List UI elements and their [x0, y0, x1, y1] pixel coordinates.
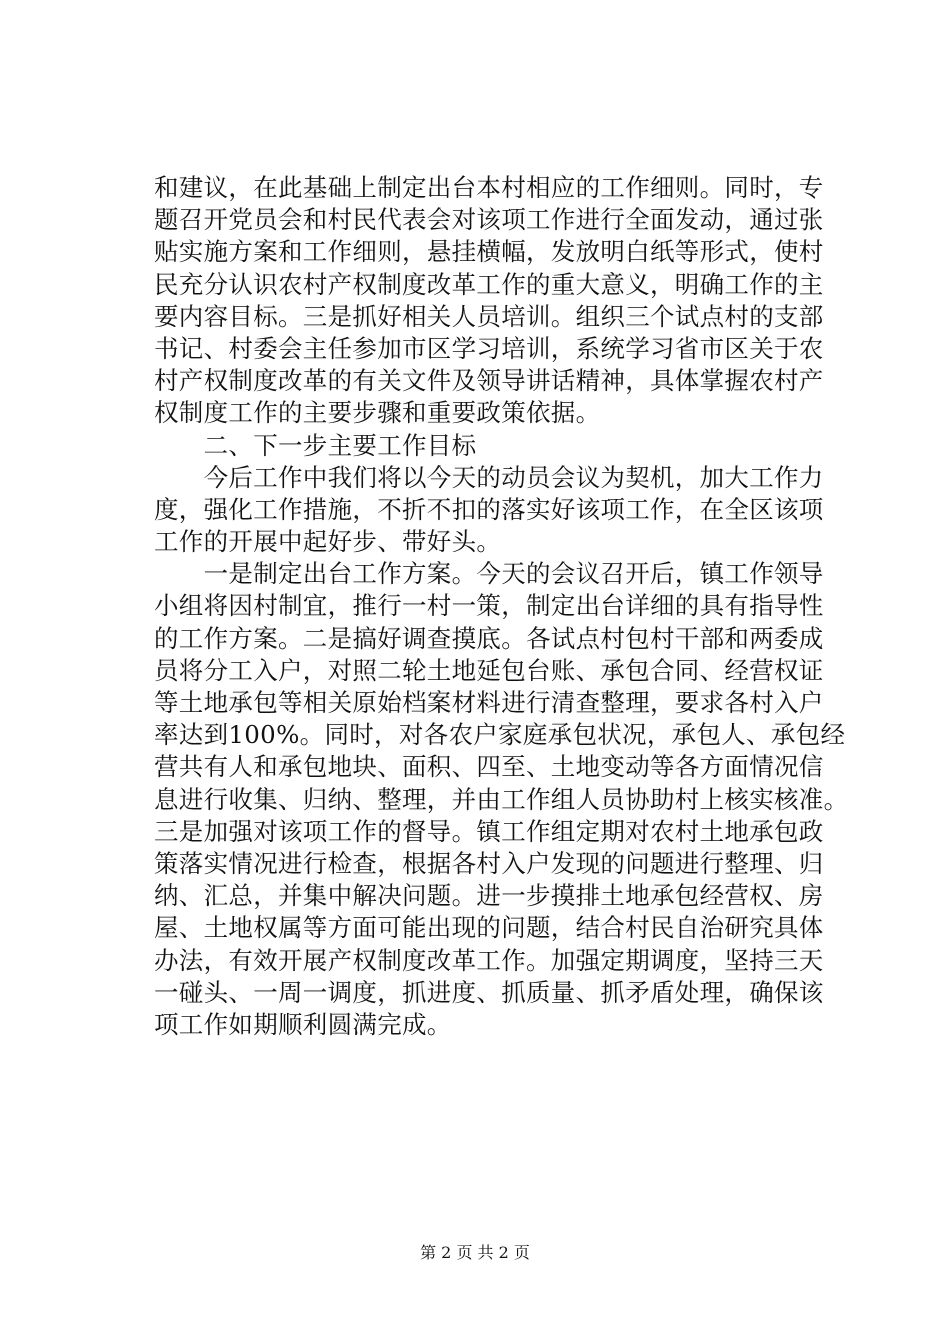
text-line: 营共有人和承包地块、面积、四至、土地变动等各方面情况信 [154, 752, 824, 782]
document-body [154, 172, 849, 1041]
text-line: 办法，有效开展产权制度改革工作。加强定期调度，坚持三天 [154, 945, 824, 975]
text-line: 工作的开展中起好步、带好头。 [154, 527, 502, 557]
text-line: 息进行收集、归纳、整理，并由工作组人员协助村上核实核准。 [154, 784, 849, 814]
text-line: 三是加强对该项工作的督导。镇工作组定期对农村土地承包政 [154, 816, 824, 846]
text-line: 等土地承包等相关原始档案材料进行清查整理，要求各村入户 [154, 688, 824, 717]
text-line: 权制度工作的主要步骤和重要政策依据。 [154, 398, 601, 428]
page-footer: 第 2 页 共 2 页 [420, 1243, 530, 1262]
text-line: 项工作如期顺利圆满完成。 [154, 1009, 452, 1039]
text-line: 纳、汇总，并集中解决问题。进一步摸排土地承包经营权、房 [154, 881, 824, 911]
text-line: 小组将因村制宜，推行一村一策，制定出台详细的具有指导性 [154, 591, 824, 621]
text-line: 度，强化工作措施，不折不扣的落实好该项工作，在全区该项 [154, 494, 824, 524]
text-line: 的工作方案。二是搞好调查摸底。各试点村包村干部和两委成 [154, 623, 824, 653]
text-line: 一碰头、一周一调度，抓进度、抓质量、抓矛盾处理，确保该 [154, 977, 824, 1007]
text-line: 贴实施方案和工作细则，悬挂横幅，发放明白纸等形式，使村 [154, 237, 824, 267]
text-line: 和建议，在此基础上制定出台本村相应的工作细则。同时，专 [154, 173, 824, 202]
text-line: 屋、土地权属等方面可能出现的问题，结合村民自治研究具体 [154, 913, 824, 943]
text-line: 今后工作中我们将以今天的动员会议为契机，加大工作力 [154, 462, 824, 492]
text-line: 一是制定出台工作方案。今天的会议召开后，镇工作领导 [154, 559, 824, 589]
text-line: 策落实情况进行检查，根据各村入户发现的问题进行整理、归 [154, 848, 824, 878]
text-line: 员将分工入户，对照二轮土地延包台账、承包合同、经营权证 [154, 655, 824, 685]
text-line: 民充分认识农村产权制度改革工作的重大意义，明确工作的主 [154, 269, 824, 299]
text-line: 要内容目标。三是抓好相关人员培训。组织三个试点村的支部 [154, 301, 824, 331]
text-line: 题召开党员会和村民代表会对该项工作进行全面发动，通过张 [154, 205, 824, 235]
section-heading: 二、下一步主要工作目标 [154, 430, 477, 460]
text-line: 村产权制度改革的有关文件及领导讲话精神，具体掌握农村产 [154, 366, 824, 396]
text-line: 率达到100%。同时，对各农户家庭承包状况，承包人、承包经 [154, 720, 846, 750]
text-line: 书记、村委会主任参加市区学习培训，系统学习省市区关于农 [154, 333, 824, 363]
